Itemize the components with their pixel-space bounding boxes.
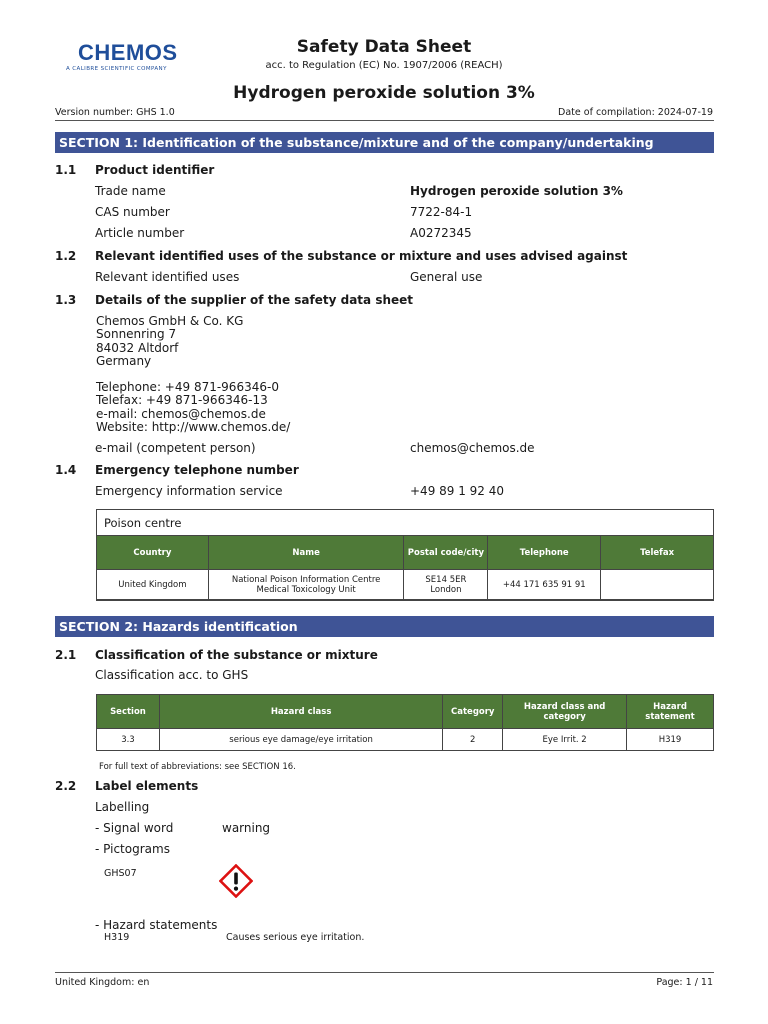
section-1-4-title: Emergency telephone number — [95, 463, 299, 477]
section-1-4-number: 1.4 — [55, 463, 77, 477]
section-1-3-title: Details of the supplier of the safety data sheet — [95, 293, 414, 307]
section-2-heading: SECTION 2: Hazards identification — [55, 616, 714, 637]
footer-page-number: Page: 1 / 11 — [656, 977, 713, 988]
column-header-statement: Hazard statement — [627, 695, 714, 729]
trade-name-value: Hydrogen peroxide solution 3% — [410, 184, 623, 198]
column-header-name: Name — [208, 536, 404, 570]
pictograms-label: - Pictograms — [95, 842, 170, 856]
logo-text: CHEMOS — [78, 40, 178, 65]
competent-email-value[interactable]: chemos@chemos.de — [410, 441, 535, 455]
section-1-2-title: Relevant identified uses of the substance or mixture and uses advised against — [95, 249, 628, 263]
cell-category: 2 — [443, 729, 503, 751]
hazard-statements-label: - Hazard statements — [95, 918, 218, 932]
table-row — [97, 729, 714, 751]
cell-country: United Kingdom — [97, 570, 209, 601]
cell-class-category: Eye Irrit. 2 — [503, 729, 627, 751]
column-header-class-category: Hazard class and category — [503, 695, 627, 729]
supplier-address — [96, 315, 243, 369]
cas-number-value: 7722-84-1 — [410, 205, 473, 219]
classification-table — [96, 694, 714, 751]
address-line: 84032 Altdorf — [96, 340, 179, 355]
section-1-1-number: 1.1 — [55, 163, 77, 177]
abbreviations-footnote: For full text of abbreviations: see SECTION 16. — [99, 762, 296, 772]
competent-email-label: e-mail (competent person) — [95, 441, 256, 455]
section-1-heading: SECTION 1: Identification of the substance/mixture and of the company/undertaking — [55, 132, 714, 153]
regulation-subtitle: acc. to Regulation (EC) No. 1907/2006 (REACH) — [265, 60, 503, 71]
hazard-code: H319 — [104, 932, 130, 943]
section-1-2-number: 1.2 — [55, 249, 77, 263]
cell-hazard-class: serious eye damage/eye irritation — [159, 729, 442, 751]
telephone-line: Telephone: +49 871-966346-0 — [96, 380, 279, 394]
pictogram-code: GHS07 — [104, 868, 137, 879]
product-title: Hydrogen peroxide solution 3% — [233, 83, 535, 103]
section-2-1-number: 2.1 — [55, 648, 77, 662]
telefax-line: Telefax: +49 871-966346-13 — [96, 393, 268, 408]
emergency-service-value: +49 89 1 92 40 — [410, 484, 505, 498]
section-1-3-number: 1.3 — [55, 293, 77, 307]
section-2-1-title: Classification of the substance or mixture — [95, 648, 378, 662]
section-1-1-title: Product identifier — [95, 163, 215, 177]
supplier-contacts — [96, 381, 290, 435]
column-header-postal: Postal code/city — [404, 536, 488, 570]
column-header-telefax: Telefax — [601, 536, 714, 570]
poison-centre-table — [96, 535, 714, 601]
column-header-telephone: Telephone — [488, 536, 601, 570]
compilation-date: Date of compilation: 2024-07-19 — [558, 107, 713, 118]
cell-name: National Poison Information Centre Medical Toxicology Unit — [208, 570, 404, 601]
column-header-section: Section — [97, 695, 160, 729]
cas-number-label: CAS number — [95, 205, 170, 219]
header-divider — [55, 120, 714, 121]
document-title: Safety Data Sheet — [296, 37, 472, 57]
address-line: Germany — [96, 354, 152, 369]
cell-telephone: +44 171 635 91 91 — [488, 570, 601, 601]
article-number-label: Article number — [95, 226, 185, 240]
footer-divider — [55, 972, 714, 973]
classification-subtitle: Classification acc. to GHS — [95, 668, 249, 682]
hazard-text: Causes serious eye irritation. — [226, 932, 365, 943]
identified-uses-value: General use — [410, 270, 483, 284]
cell-postal: SE14 5ER London — [404, 570, 488, 601]
section-2-2-number: 2.2 — [55, 779, 77, 793]
address-line: Chemos GmbH & Co. KG — [96, 314, 244, 328]
section-2-2-title: Label elements — [95, 779, 199, 793]
identified-uses-label: Relevant identified uses — [95, 270, 240, 284]
labelling-label: Labelling — [95, 800, 150, 814]
logo-tagline: A CALIBRE SCIENTIFIC COMPANY — [66, 66, 167, 72]
website-line[interactable]: Website: http://www.chemos.de/ — [96, 420, 291, 435]
column-header-category: Category — [443, 695, 503, 729]
version-number: Version number: GHS 1.0 — [55, 107, 175, 118]
email-line[interactable]: e-mail: chemos@chemos.de — [96, 406, 266, 421]
trade-name-label: Trade name — [95, 184, 166, 198]
footer-locale: United Kingdom: en — [55, 977, 150, 988]
table-row — [97, 570, 714, 601]
column-header-country: Country — [97, 536, 209, 570]
cell-telefax — [601, 570, 714, 601]
cell-section: 3.3 — [97, 729, 160, 751]
cell-statement: H319 — [627, 729, 714, 751]
exclamation-mark-pictogram-icon — [219, 864, 253, 898]
column-header-hazard-class: Hazard class — [159, 695, 442, 729]
article-number-value: A0272345 — [410, 226, 472, 240]
signal-word-label: - Signal word — [95, 821, 174, 835]
address-line: Sonnenring 7 — [96, 327, 177, 342]
emergency-service-label: Emergency information service — [95, 484, 283, 498]
poison-centre-title: Poison centre — [104, 516, 182, 530]
signal-word-value: warning — [222, 821, 271, 835]
